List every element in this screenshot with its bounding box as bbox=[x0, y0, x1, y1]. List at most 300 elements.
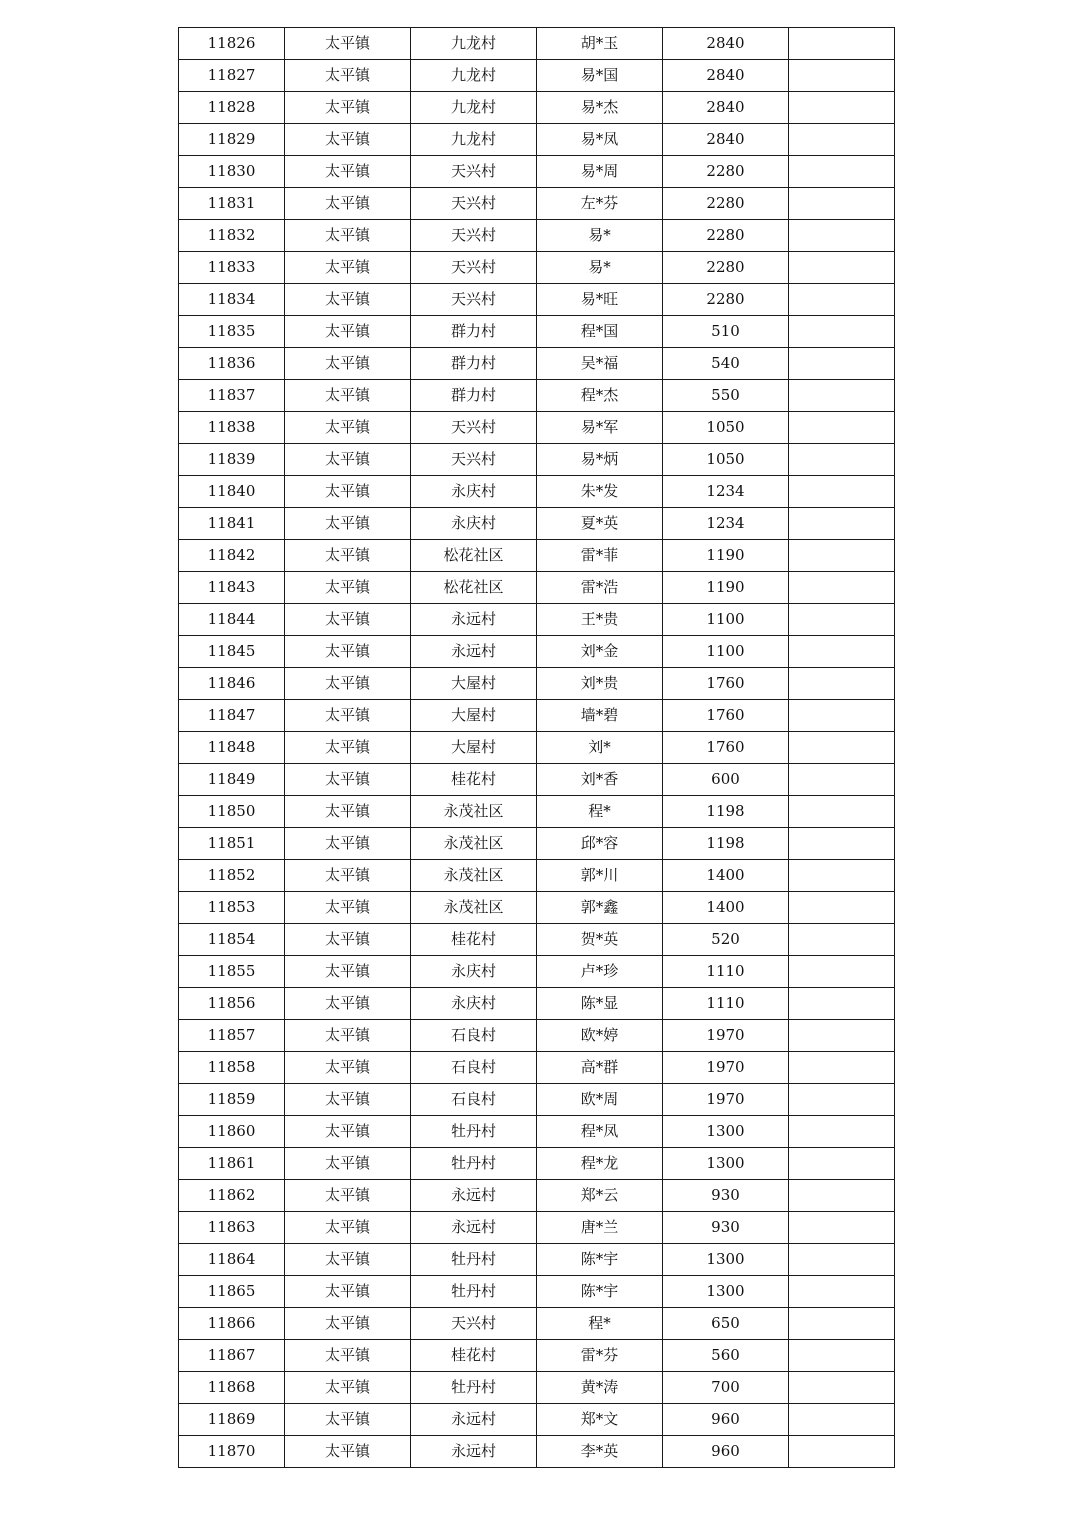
name-cell: 王*贵 bbox=[537, 604, 663, 636]
village-cell: 天兴村 bbox=[411, 284, 537, 316]
village-cell: 永庆村 bbox=[411, 508, 537, 540]
serial-number-cell: 11858 bbox=[179, 1052, 285, 1084]
village-cell: 永庆村 bbox=[411, 956, 537, 988]
name-cell: 卢*珍 bbox=[537, 956, 663, 988]
table-row bbox=[179, 572, 895, 604]
table-row bbox=[179, 476, 895, 508]
town-cell: 太平镇 bbox=[285, 1308, 411, 1340]
amount-cell: 2280 bbox=[663, 188, 789, 220]
remarks-cell bbox=[789, 28, 895, 60]
table-row bbox=[179, 1084, 895, 1116]
town-cell: 太平镇 bbox=[285, 572, 411, 604]
amount-cell: 520 bbox=[663, 924, 789, 956]
town-cell: 太平镇 bbox=[285, 316, 411, 348]
amount-cell: 1050 bbox=[663, 412, 789, 444]
village-cell: 永庆村 bbox=[411, 476, 537, 508]
name-cell: 邱*容 bbox=[537, 828, 663, 860]
table-row bbox=[179, 28, 895, 60]
remarks-cell bbox=[789, 60, 895, 92]
town-cell: 太平镇 bbox=[285, 636, 411, 668]
remarks-cell bbox=[789, 636, 895, 668]
town-cell: 太平镇 bbox=[285, 892, 411, 924]
remarks-cell bbox=[789, 732, 895, 764]
town-cell: 太平镇 bbox=[285, 156, 411, 188]
name-cell: 郭*川 bbox=[537, 860, 663, 892]
remarks-cell bbox=[789, 412, 895, 444]
village-cell: 石良村 bbox=[411, 1020, 537, 1052]
name-cell: 黄*涛 bbox=[537, 1372, 663, 1404]
name-cell: 欧*周 bbox=[537, 1084, 663, 1116]
remarks-cell bbox=[789, 252, 895, 284]
remarks-cell bbox=[789, 604, 895, 636]
village-cell: 九龙村 bbox=[411, 60, 537, 92]
remarks-cell bbox=[789, 1020, 895, 1052]
village-cell: 桂花村 bbox=[411, 924, 537, 956]
remarks-cell bbox=[789, 1372, 895, 1404]
village-cell: 永庆村 bbox=[411, 988, 537, 1020]
village-cell: 天兴村 bbox=[411, 1308, 537, 1340]
remarks-cell bbox=[789, 1340, 895, 1372]
remarks-cell bbox=[789, 1148, 895, 1180]
serial-number-cell: 11850 bbox=[179, 796, 285, 828]
table-row bbox=[179, 1116, 895, 1148]
table-row bbox=[179, 60, 895, 92]
remarks-cell bbox=[789, 668, 895, 700]
village-cell: 永远村 bbox=[411, 636, 537, 668]
name-cell: 刘*贵 bbox=[537, 668, 663, 700]
town-cell: 太平镇 bbox=[285, 668, 411, 700]
name-cell: 吴*福 bbox=[537, 348, 663, 380]
amount-cell: 1110 bbox=[663, 988, 789, 1020]
serial-number-cell: 11868 bbox=[179, 1372, 285, 1404]
serial-number-cell: 11841 bbox=[179, 508, 285, 540]
amount-cell: 2840 bbox=[663, 28, 789, 60]
amount-cell: 1300 bbox=[663, 1276, 789, 1308]
data-table bbox=[178, 27, 895, 1468]
serial-number-cell: 11866 bbox=[179, 1308, 285, 1340]
name-cell: 陈*宇 bbox=[537, 1244, 663, 1276]
serial-number-cell: 11862 bbox=[179, 1180, 285, 1212]
amount-cell: 540 bbox=[663, 348, 789, 380]
remarks-cell bbox=[789, 508, 895, 540]
serial-number-cell: 11834 bbox=[179, 284, 285, 316]
village-cell: 九龙村 bbox=[411, 92, 537, 124]
serial-number-cell: 11828 bbox=[179, 92, 285, 124]
table-row bbox=[179, 124, 895, 156]
table-row bbox=[179, 732, 895, 764]
remarks-cell bbox=[789, 1052, 895, 1084]
serial-number-cell: 11846 bbox=[179, 668, 285, 700]
table-row bbox=[179, 860, 895, 892]
village-cell: 牡丹村 bbox=[411, 1276, 537, 1308]
table-row bbox=[179, 1052, 895, 1084]
amount-cell: 1300 bbox=[663, 1148, 789, 1180]
amount-cell: 1198 bbox=[663, 828, 789, 860]
town-cell: 太平镇 bbox=[285, 92, 411, 124]
amount-cell: 930 bbox=[663, 1212, 789, 1244]
serial-number-cell: 11860 bbox=[179, 1116, 285, 1148]
amount-cell: 960 bbox=[663, 1436, 789, 1468]
table-row bbox=[179, 924, 895, 956]
remarks-cell bbox=[789, 348, 895, 380]
town-cell: 太平镇 bbox=[285, 732, 411, 764]
remarks-cell bbox=[789, 828, 895, 860]
village-cell: 牡丹村 bbox=[411, 1116, 537, 1148]
serial-number-cell: 11827 bbox=[179, 60, 285, 92]
town-cell: 太平镇 bbox=[285, 1276, 411, 1308]
town-cell: 太平镇 bbox=[285, 1372, 411, 1404]
name-cell: 郑*文 bbox=[537, 1404, 663, 1436]
village-cell: 桂花村 bbox=[411, 764, 537, 796]
table-row bbox=[179, 92, 895, 124]
serial-number-cell: 11870 bbox=[179, 1436, 285, 1468]
serial-number-cell: 11838 bbox=[179, 412, 285, 444]
remarks-cell bbox=[789, 444, 895, 476]
remarks-cell bbox=[789, 1116, 895, 1148]
table-row bbox=[179, 220, 895, 252]
remarks-cell bbox=[789, 316, 895, 348]
town-cell: 太平镇 bbox=[285, 1244, 411, 1276]
name-cell: 唐*兰 bbox=[537, 1212, 663, 1244]
table-row bbox=[179, 316, 895, 348]
name-cell: 朱*发 bbox=[537, 476, 663, 508]
amount-cell: 1190 bbox=[663, 572, 789, 604]
town-cell: 太平镇 bbox=[285, 476, 411, 508]
town-cell: 太平镇 bbox=[285, 796, 411, 828]
amount-cell: 1234 bbox=[663, 476, 789, 508]
serial-number-cell: 11855 bbox=[179, 956, 285, 988]
amount-cell: 700 bbox=[663, 1372, 789, 1404]
village-cell: 永茂社区 bbox=[411, 892, 537, 924]
town-cell: 太平镇 bbox=[285, 188, 411, 220]
amount-cell: 2280 bbox=[663, 156, 789, 188]
table-row bbox=[179, 284, 895, 316]
remarks-cell bbox=[789, 924, 895, 956]
name-cell: 贺*英 bbox=[537, 924, 663, 956]
town-cell: 太平镇 bbox=[285, 1340, 411, 1372]
village-cell: 牡丹村 bbox=[411, 1148, 537, 1180]
name-cell: 刘*金 bbox=[537, 636, 663, 668]
table-row bbox=[179, 828, 895, 860]
remarks-cell bbox=[789, 1212, 895, 1244]
table-row bbox=[179, 1212, 895, 1244]
remarks-cell bbox=[789, 796, 895, 828]
table-body bbox=[179, 28, 895, 1468]
serial-number-cell: 11835 bbox=[179, 316, 285, 348]
town-cell: 太平镇 bbox=[285, 1020, 411, 1052]
serial-number-cell: 11833 bbox=[179, 252, 285, 284]
table-row bbox=[179, 156, 895, 188]
name-cell: 易* bbox=[537, 252, 663, 284]
town-cell: 太平镇 bbox=[285, 1436, 411, 1468]
serial-number-cell: 11829 bbox=[179, 124, 285, 156]
remarks-cell bbox=[789, 188, 895, 220]
name-cell: 刘* bbox=[537, 732, 663, 764]
amount-cell: 930 bbox=[663, 1180, 789, 1212]
name-cell: 易*军 bbox=[537, 412, 663, 444]
serial-number-cell: 11832 bbox=[179, 220, 285, 252]
town-cell: 太平镇 bbox=[285, 860, 411, 892]
name-cell: 高*群 bbox=[537, 1052, 663, 1084]
table-row bbox=[179, 1340, 895, 1372]
name-cell: 易*杰 bbox=[537, 92, 663, 124]
town-cell: 太平镇 bbox=[285, 60, 411, 92]
serial-number-cell: 11839 bbox=[179, 444, 285, 476]
name-cell: 程*国 bbox=[537, 316, 663, 348]
name-cell: 易* bbox=[537, 220, 663, 252]
town-cell: 太平镇 bbox=[285, 604, 411, 636]
amount-cell: 1970 bbox=[663, 1084, 789, 1116]
remarks-cell bbox=[789, 380, 895, 412]
remarks-cell bbox=[789, 764, 895, 796]
name-cell: 李*英 bbox=[537, 1436, 663, 1468]
amount-cell: 1190 bbox=[663, 540, 789, 572]
name-cell: 程* bbox=[537, 796, 663, 828]
village-cell: 牡丹村 bbox=[411, 1244, 537, 1276]
remarks-cell bbox=[789, 700, 895, 732]
table-row bbox=[179, 188, 895, 220]
serial-number-cell: 11864 bbox=[179, 1244, 285, 1276]
serial-number-cell: 11865 bbox=[179, 1276, 285, 1308]
serial-number-cell: 11837 bbox=[179, 380, 285, 412]
remarks-cell bbox=[789, 1276, 895, 1308]
serial-number-cell: 11836 bbox=[179, 348, 285, 380]
table-row bbox=[179, 1404, 895, 1436]
town-cell: 太平镇 bbox=[285, 924, 411, 956]
amount-cell: 2840 bbox=[663, 124, 789, 156]
amount-cell: 2840 bbox=[663, 60, 789, 92]
remarks-cell bbox=[789, 476, 895, 508]
serial-number-cell: 11848 bbox=[179, 732, 285, 764]
serial-number-cell: 11856 bbox=[179, 988, 285, 1020]
village-cell: 永远村 bbox=[411, 1212, 537, 1244]
remarks-cell bbox=[789, 988, 895, 1020]
table-row bbox=[179, 668, 895, 700]
town-cell: 太平镇 bbox=[285, 1212, 411, 1244]
name-cell: 易*国 bbox=[537, 60, 663, 92]
amount-cell: 1970 bbox=[663, 1020, 789, 1052]
serial-number-cell: 11831 bbox=[179, 188, 285, 220]
amount-cell: 600 bbox=[663, 764, 789, 796]
remarks-cell bbox=[789, 1244, 895, 1276]
amount-cell: 2280 bbox=[663, 252, 789, 284]
serial-number-cell: 11854 bbox=[179, 924, 285, 956]
village-cell: 天兴村 bbox=[411, 444, 537, 476]
amount-cell: 1760 bbox=[663, 668, 789, 700]
amount-cell: 1760 bbox=[663, 732, 789, 764]
name-cell: 陈*显 bbox=[537, 988, 663, 1020]
table-row bbox=[179, 988, 895, 1020]
serial-number-cell: 11847 bbox=[179, 700, 285, 732]
town-cell: 太平镇 bbox=[285, 540, 411, 572]
name-cell: 雷*菲 bbox=[537, 540, 663, 572]
village-cell: 永远村 bbox=[411, 1404, 537, 1436]
village-cell: 群力村 bbox=[411, 380, 537, 412]
town-cell: 太平镇 bbox=[285, 220, 411, 252]
village-cell: 永茂社区 bbox=[411, 796, 537, 828]
remarks-cell bbox=[789, 220, 895, 252]
amount-cell: 1760 bbox=[663, 700, 789, 732]
table-row bbox=[179, 604, 895, 636]
remarks-cell bbox=[789, 156, 895, 188]
village-cell: 天兴村 bbox=[411, 220, 537, 252]
town-cell: 太平镇 bbox=[285, 348, 411, 380]
table-row bbox=[179, 252, 895, 284]
town-cell: 太平镇 bbox=[285, 1052, 411, 1084]
town-cell: 太平镇 bbox=[285, 1116, 411, 1148]
town-cell: 太平镇 bbox=[285, 988, 411, 1020]
remarks-cell bbox=[789, 892, 895, 924]
village-cell: 九龙村 bbox=[411, 28, 537, 60]
village-cell: 群力村 bbox=[411, 316, 537, 348]
name-cell: 易*凤 bbox=[537, 124, 663, 156]
amount-cell: 1234 bbox=[663, 508, 789, 540]
table-row bbox=[179, 412, 895, 444]
amount-cell: 560 bbox=[663, 1340, 789, 1372]
village-cell: 石良村 bbox=[411, 1084, 537, 1116]
amount-cell: 1400 bbox=[663, 892, 789, 924]
table-row bbox=[179, 1436, 895, 1468]
serial-number-cell: 11842 bbox=[179, 540, 285, 572]
table-row bbox=[179, 892, 895, 924]
village-cell: 永远村 bbox=[411, 604, 537, 636]
amount-cell: 510 bbox=[663, 316, 789, 348]
town-cell: 太平镇 bbox=[285, 1148, 411, 1180]
serial-number-cell: 11840 bbox=[179, 476, 285, 508]
town-cell: 太平镇 bbox=[285, 412, 411, 444]
table-row bbox=[179, 700, 895, 732]
amount-cell: 960 bbox=[663, 1404, 789, 1436]
village-cell: 大屋村 bbox=[411, 700, 537, 732]
village-cell: 松花社区 bbox=[411, 572, 537, 604]
amount-cell: 1198 bbox=[663, 796, 789, 828]
name-cell: 左*芬 bbox=[537, 188, 663, 220]
table-row bbox=[179, 764, 895, 796]
table-row bbox=[179, 444, 895, 476]
village-cell: 天兴村 bbox=[411, 252, 537, 284]
table-row bbox=[179, 540, 895, 572]
town-cell: 太平镇 bbox=[285, 828, 411, 860]
serial-number-cell: 11826 bbox=[179, 28, 285, 60]
village-cell: 群力村 bbox=[411, 348, 537, 380]
remarks-cell bbox=[789, 1404, 895, 1436]
village-cell: 永远村 bbox=[411, 1180, 537, 1212]
name-cell: 墙*碧 bbox=[537, 700, 663, 732]
table-row bbox=[179, 1372, 895, 1404]
name-cell: 程*龙 bbox=[537, 1148, 663, 1180]
town-cell: 太平镇 bbox=[285, 700, 411, 732]
town-cell: 太平镇 bbox=[285, 1180, 411, 1212]
serial-number-cell: 11852 bbox=[179, 860, 285, 892]
town-cell: 太平镇 bbox=[285, 956, 411, 988]
town-cell: 太平镇 bbox=[285, 764, 411, 796]
table-row bbox=[179, 380, 895, 412]
remarks-cell bbox=[789, 124, 895, 156]
village-cell: 九龙村 bbox=[411, 124, 537, 156]
name-cell: 易*旺 bbox=[537, 284, 663, 316]
name-cell: 易*炳 bbox=[537, 444, 663, 476]
village-cell: 大屋村 bbox=[411, 668, 537, 700]
remarks-cell bbox=[789, 860, 895, 892]
amount-cell: 1400 bbox=[663, 860, 789, 892]
remarks-cell bbox=[789, 1084, 895, 1116]
town-cell: 太平镇 bbox=[285, 444, 411, 476]
name-cell: 胡*玉 bbox=[537, 28, 663, 60]
village-cell: 永远村 bbox=[411, 1436, 537, 1468]
remarks-cell bbox=[789, 956, 895, 988]
town-cell: 太平镇 bbox=[285, 252, 411, 284]
village-cell: 天兴村 bbox=[411, 412, 537, 444]
serial-number-cell: 11849 bbox=[179, 764, 285, 796]
serial-number-cell: 11845 bbox=[179, 636, 285, 668]
serial-number-cell: 11863 bbox=[179, 1212, 285, 1244]
village-cell: 天兴村 bbox=[411, 188, 537, 220]
name-cell: 刘*香 bbox=[537, 764, 663, 796]
village-cell: 天兴村 bbox=[411, 156, 537, 188]
amount-cell: 2840 bbox=[663, 92, 789, 124]
table-row bbox=[179, 1020, 895, 1052]
name-cell: 郭*鑫 bbox=[537, 892, 663, 924]
name-cell: 雷*芬 bbox=[537, 1340, 663, 1372]
amount-cell: 1100 bbox=[663, 636, 789, 668]
name-cell: 程*凤 bbox=[537, 1116, 663, 1148]
remarks-cell bbox=[789, 572, 895, 604]
serial-number-cell: 11843 bbox=[179, 572, 285, 604]
amount-cell: 1100 bbox=[663, 604, 789, 636]
serial-number-cell: 11859 bbox=[179, 1084, 285, 1116]
village-cell: 松花社区 bbox=[411, 540, 537, 572]
town-cell: 太平镇 bbox=[285, 284, 411, 316]
serial-number-cell: 11867 bbox=[179, 1340, 285, 1372]
table-row bbox=[179, 1276, 895, 1308]
amount-cell: 1300 bbox=[663, 1116, 789, 1148]
town-cell: 太平镇 bbox=[285, 508, 411, 540]
table-row bbox=[179, 636, 895, 668]
serial-number-cell: 11851 bbox=[179, 828, 285, 860]
table-row bbox=[179, 348, 895, 380]
name-cell: 程* bbox=[537, 1308, 663, 1340]
amount-cell: 1970 bbox=[663, 1052, 789, 1084]
village-cell: 桂花村 bbox=[411, 1340, 537, 1372]
town-cell: 太平镇 bbox=[285, 380, 411, 412]
remarks-cell bbox=[789, 1180, 895, 1212]
name-cell: 程*杰 bbox=[537, 380, 663, 412]
remarks-cell bbox=[789, 1308, 895, 1340]
remarks-cell bbox=[789, 92, 895, 124]
table-row bbox=[179, 508, 895, 540]
village-cell: 石良村 bbox=[411, 1052, 537, 1084]
table-row bbox=[179, 1308, 895, 1340]
amount-cell: 550 bbox=[663, 380, 789, 412]
serial-number-cell: 11830 bbox=[179, 156, 285, 188]
amount-cell: 650 bbox=[663, 1308, 789, 1340]
table-row bbox=[179, 796, 895, 828]
name-cell: 陈*宇 bbox=[537, 1276, 663, 1308]
amount-cell: 1110 bbox=[663, 956, 789, 988]
table-row bbox=[179, 1244, 895, 1276]
village-cell: 永茂社区 bbox=[411, 828, 537, 860]
town-cell: 太平镇 bbox=[285, 28, 411, 60]
table-row bbox=[179, 1148, 895, 1180]
remarks-cell bbox=[789, 1436, 895, 1468]
name-cell: 欧*婷 bbox=[537, 1020, 663, 1052]
table-row bbox=[179, 1180, 895, 1212]
name-cell: 雷*浩 bbox=[537, 572, 663, 604]
remarks-cell bbox=[789, 284, 895, 316]
village-cell: 永茂社区 bbox=[411, 860, 537, 892]
table-row bbox=[179, 956, 895, 988]
village-cell: 牡丹村 bbox=[411, 1372, 537, 1404]
